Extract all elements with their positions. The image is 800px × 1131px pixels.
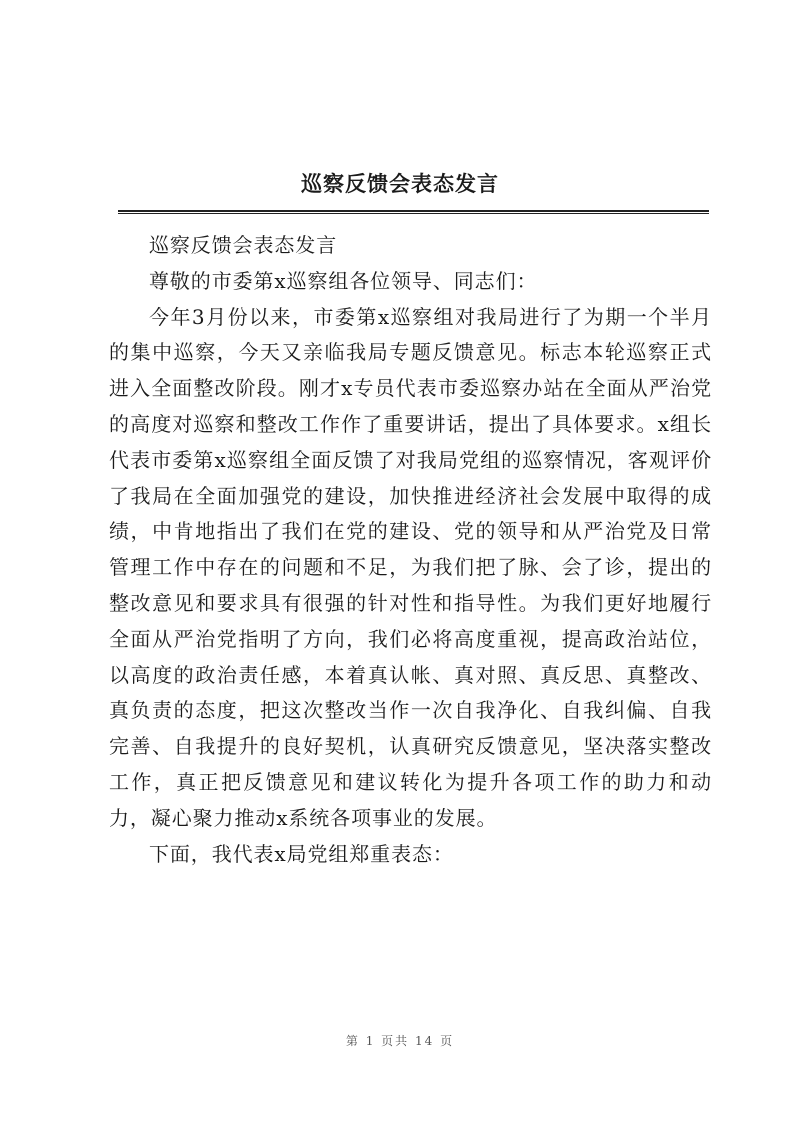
body-paragraph-heading: 巡察反馈会表态发言 <box>149 233 338 257</box>
body-paragraph-main: 今年3月份以来，市委第x巡察组对我局进行了为期一个半月的集中巡察，今天又亲临我局专题反馈意见。标志本轮巡察正式进入全面整改阶段。刚才x专员代表市委巡察办站在全面从严治党的高度对巡察和整改工作作了重要讲话，提出了具体要求。x组长代表市委第x巡察组全面反馈了对我局党组的巡察情况，客观评价了我局在全面加强党的建设，加快推进经济社会发展中取得的成绩，中肯地指出了我们在党的建设、党的领导和从严治党及日常管理工作中存在的问题和不足，为我们把了脉、会了诊，提出的整改意见和要求具有很强的针对性和指导性。为我们更好地履行全面从严治党指明了方向，我们必将高度重视，提高政治站位，以高度的政治责任感，本着真认帐、真对照、真反思、真整改、真负责的态度，把这次整改当作一次自我净化、自我纠偏、自我完善、自我提升的良好契机，认真研究反馈意见，坚决落实整改工作，真正把反馈意见和建议转化为提升各项工作的助力和动力，凝心聚力推动x系统各项事业的发展。 <box>109 304 712 830</box>
body-paragraph-salutation: 尊敬的市委第x巡察组各位领导、同志们： <box>149 268 538 293</box>
title-divider <box>118 210 709 214</box>
document-title: 巡察反馈会表态发言 <box>301 171 499 196</box>
body-paragraph-statement: 下面，我代表x局党组郑重表态： <box>149 841 454 866</box>
page-footer: 第 1 页共 14 页 <box>345 1034 455 1048</box>
document-body <box>109 228 712 872</box>
